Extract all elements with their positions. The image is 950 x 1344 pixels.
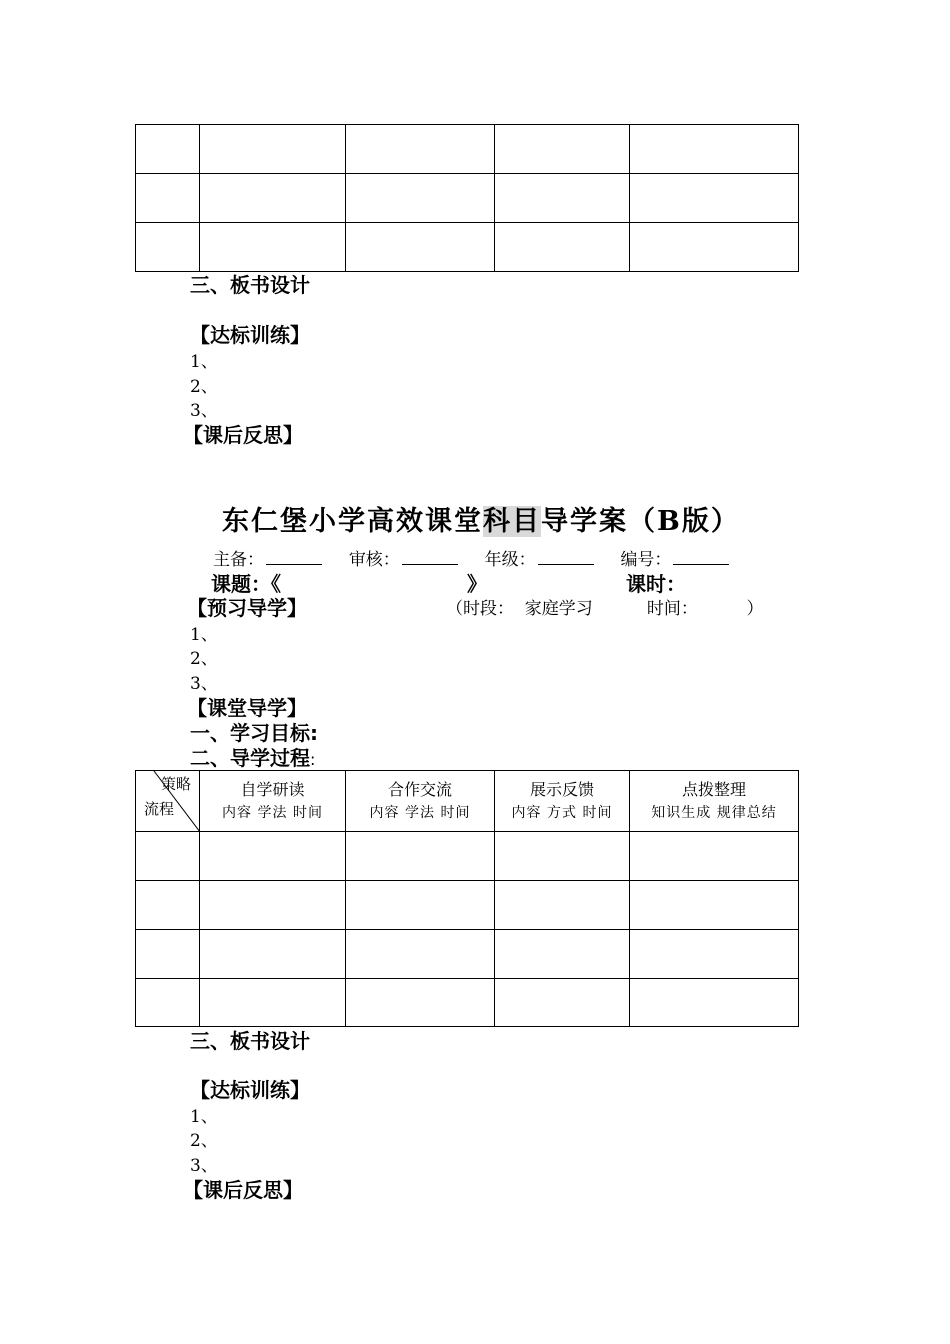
list-item: 2、 xyxy=(190,649,218,669)
table-cell xyxy=(346,881,495,930)
table-cell xyxy=(136,881,200,930)
table-cell xyxy=(136,174,200,223)
title-text: 东仁堡小学高效课堂 xyxy=(222,506,483,537)
column-subtitle: 内容 方式 时间 xyxy=(511,805,613,821)
reflection-heading-2: 【课后反思】 xyxy=(183,1178,303,1202)
column-header xyxy=(630,771,799,832)
table-cell xyxy=(495,979,630,1027)
table-cell xyxy=(495,881,630,930)
topic-close: 》 xyxy=(467,572,487,596)
main-prep-label: 主备： xyxy=(213,550,264,570)
column-title: 合作交流 xyxy=(387,780,452,799)
diagonal-header-cell xyxy=(136,771,200,832)
table-cell xyxy=(136,125,200,174)
title-highlight: 科目 xyxy=(483,506,541,537)
table-cell xyxy=(495,174,630,223)
table-cell xyxy=(346,832,495,881)
main-prep-blank[interactable] xyxy=(266,548,322,565)
reflection-heading: 【课后反思】 xyxy=(183,423,303,447)
table-cell xyxy=(136,832,200,881)
title-text-suffix: 导学案（B版） xyxy=(541,506,740,537)
table-cell xyxy=(630,125,799,174)
column-subtitle: 内容 学法 时间 xyxy=(222,805,323,821)
list-item: 1、 xyxy=(190,1107,218,1127)
column-header xyxy=(346,771,495,832)
diag-top-label: 策略 xyxy=(160,775,191,793)
preview-time-note: （时段： 家庭学习 时间： ） xyxy=(446,599,764,619)
table-cell xyxy=(346,979,495,1027)
preview-heading: 【预习导学】 xyxy=(187,596,307,620)
table-cell xyxy=(630,174,799,223)
table-cell xyxy=(200,125,346,174)
table-cell xyxy=(630,930,799,979)
list-item: 2、 xyxy=(190,1131,218,1151)
period-label: 课时： xyxy=(626,572,686,596)
table-cell xyxy=(136,930,200,979)
column-title: 自学研读 xyxy=(240,780,305,799)
list-item: 3、 xyxy=(190,401,218,421)
page-title xyxy=(222,506,740,538)
table-cell xyxy=(630,832,799,881)
practice-heading-2: 【达标训练】 xyxy=(190,1078,310,1102)
column-title: 展示反馈 xyxy=(529,780,594,799)
list-item: 3、 xyxy=(190,674,218,694)
table-cell xyxy=(200,832,346,881)
table-cell xyxy=(346,223,495,272)
process-heading xyxy=(190,746,315,772)
practice-heading: 【达标训练】 xyxy=(190,323,310,347)
number-label: 编号： xyxy=(620,550,672,570)
list-item: 2、 xyxy=(190,377,218,397)
number-blank[interactable] xyxy=(673,548,729,565)
column-title: 点拨整理 xyxy=(681,780,746,799)
list-item: 3、 xyxy=(190,1156,218,1176)
table-cell xyxy=(200,223,346,272)
table-cell xyxy=(346,174,495,223)
top-process-table xyxy=(135,124,799,272)
diag-bottom-label: 流程 xyxy=(144,800,175,818)
column-header xyxy=(495,771,630,832)
table-cell xyxy=(346,930,495,979)
classroom-heading: 【课堂导学】 xyxy=(187,696,307,720)
grade-blank[interactable] xyxy=(538,548,594,565)
board-design-heading: 三、板书设计 xyxy=(190,273,310,297)
grade-label: 年级： xyxy=(484,550,536,570)
table-cell xyxy=(495,125,630,174)
table-cell xyxy=(495,223,630,272)
board-design-heading-2: 三、板书设计 xyxy=(190,1029,310,1053)
column-header xyxy=(200,771,346,832)
table-cell xyxy=(200,174,346,223)
table-cell xyxy=(136,979,200,1027)
table-cell xyxy=(630,979,799,1027)
review-blank[interactable] xyxy=(402,548,458,565)
process-text: 二、导学过程 xyxy=(190,746,310,770)
topic-label: 课题：《 xyxy=(211,572,281,596)
process-table xyxy=(135,770,799,1027)
table-cell xyxy=(630,223,799,272)
meta-line xyxy=(213,548,729,571)
table-cell xyxy=(200,930,346,979)
review-label: 审核： xyxy=(348,550,400,570)
table-cell xyxy=(495,832,630,881)
process-colon: : xyxy=(310,750,316,769)
table-cell xyxy=(200,881,346,930)
list-item: 1、 xyxy=(190,625,218,645)
table-cell xyxy=(346,125,495,174)
table-cell xyxy=(200,979,346,1027)
table-cell xyxy=(136,223,200,272)
learning-goal: 一、学习目标: xyxy=(190,721,318,745)
column-subtitle: 知识生成 规律总结 xyxy=(651,805,777,821)
table-cell xyxy=(495,930,630,979)
table-cell xyxy=(630,881,799,930)
list-item: 1、 xyxy=(190,352,218,372)
column-subtitle: 内容 学法 时间 xyxy=(369,805,471,821)
